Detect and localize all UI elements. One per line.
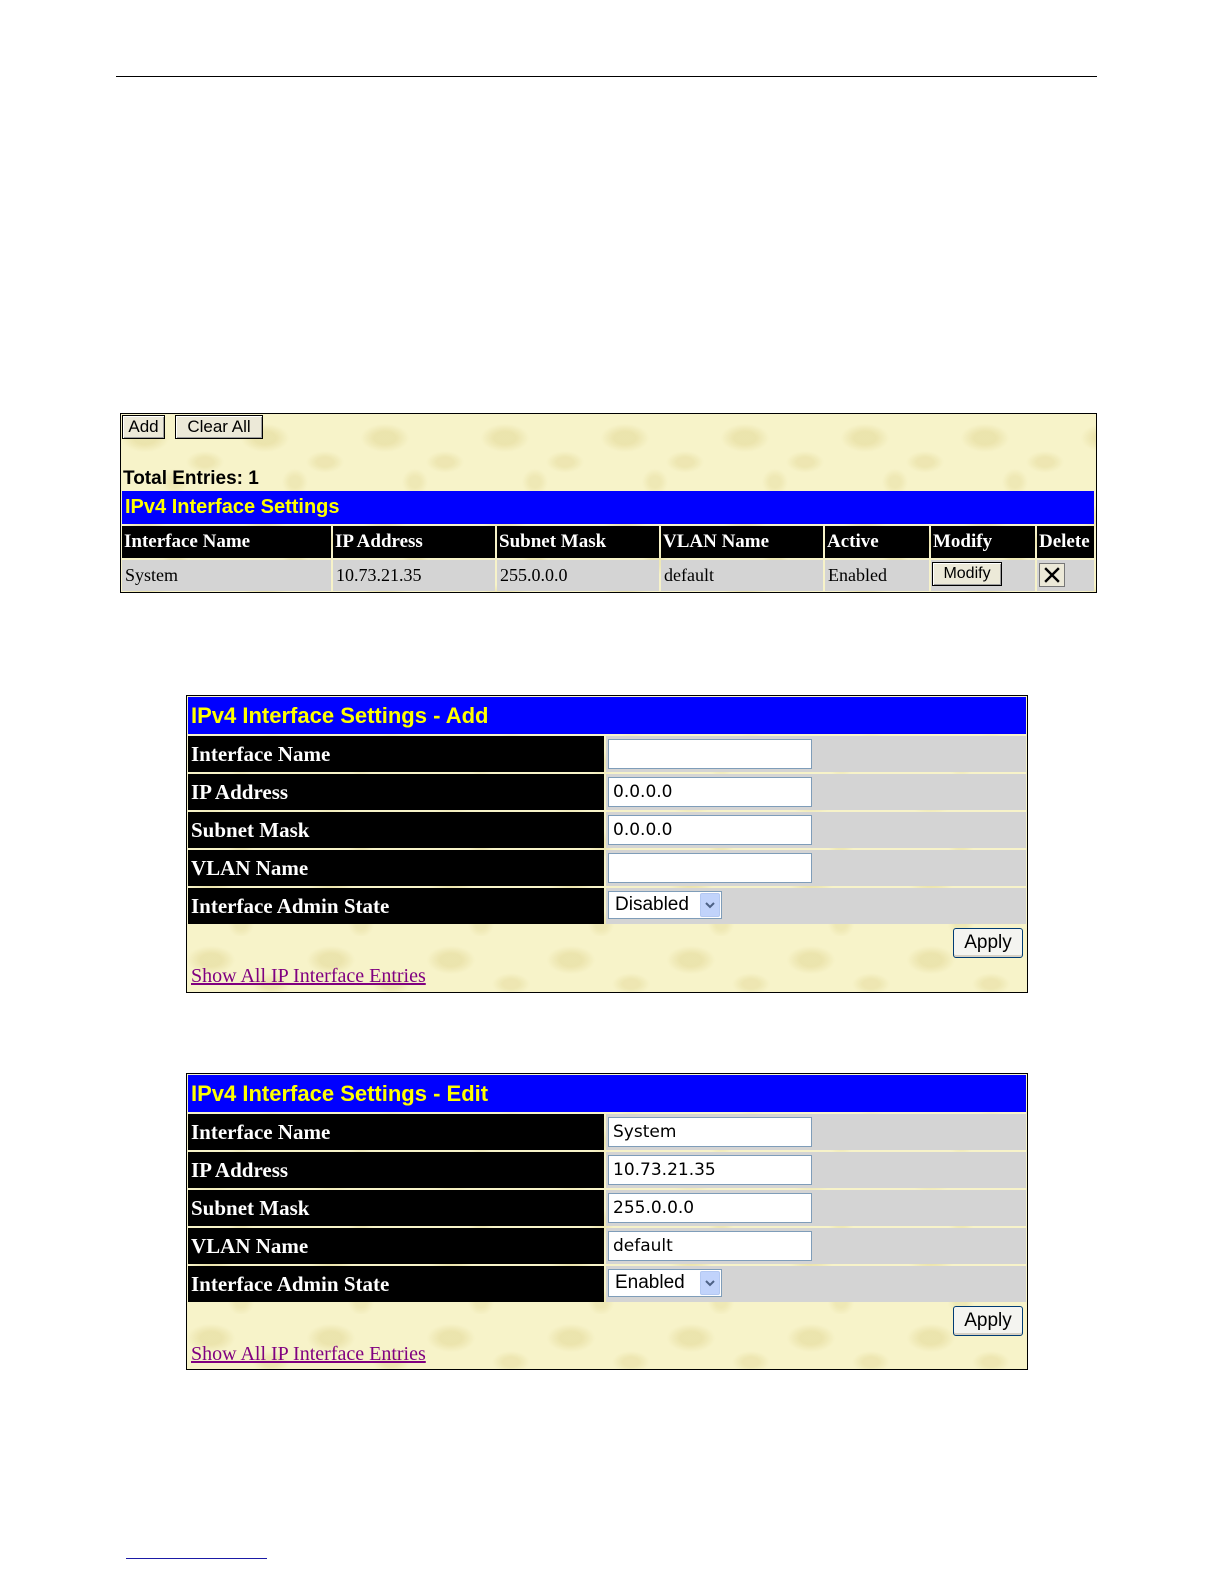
- add-admin-state-select[interactable]: [608, 891, 722, 919]
- edit-label-ip-address: IP Address: [188, 1152, 604, 1188]
- col-header-active: Active: [825, 526, 929, 558]
- cell-vlan-name: default: [661, 560, 823, 591]
- total-entries: Total Entries: 1: [123, 468, 259, 489]
- edit-label-subnet-mask: Subnet Mask: [188, 1190, 604, 1226]
- add-label-interface-name: Interface Name: [188, 736, 604, 772]
- cell-subnet-mask: 255.0.0.0: [497, 560, 659, 591]
- add-label-admin-state: Interface Admin State: [188, 888, 604, 924]
- add-label-subnet-mask: Subnet Mask: [188, 812, 604, 848]
- interface-list-panel: [120, 413, 1097, 593]
- chevron-down-icon[interactable]: [700, 1271, 720, 1295]
- chevron-down-icon[interactable]: [700, 893, 720, 917]
- edit-label-admin-state: Interface Admin State: [188, 1266, 604, 1302]
- add-label-ip-address: IP Address: [188, 774, 604, 810]
- edit-label-interface-name: Interface Name: [188, 1114, 604, 1150]
- col-header-modify: Modify: [931, 526, 1035, 558]
- clear-all-button[interactable]: Clear All: [175, 415, 263, 439]
- edit-vlan-name-input[interactable]: [608, 1231, 812, 1261]
- add-button[interactable]: Add: [122, 415, 165, 439]
- col-header-interface-name: Interface Name: [122, 526, 331, 558]
- page-bottom-rule: [126, 1558, 267, 1559]
- cell-ip-address: 10.73.21.35: [333, 560, 495, 591]
- edit-apply-button[interactable]: Apply: [953, 1306, 1023, 1336]
- add-subnet-mask-input[interactable]: [608, 815, 812, 845]
- add-form-title: IPv4 Interface Settings - Add: [191, 702, 489, 728]
- edit-interface-name-input[interactable]: [608, 1117, 812, 1147]
- add-interface-name-input[interactable]: [608, 739, 812, 769]
- col-header-delete: Delete: [1037, 526, 1094, 558]
- cell-interface-name: System: [122, 560, 331, 591]
- col-header-ip-address: IP Address: [333, 526, 495, 558]
- add-label-vlan-name: VLAN Name: [188, 850, 604, 886]
- edit-form-panel: [186, 1073, 1028, 1370]
- close-x-icon: [1044, 567, 1060, 583]
- edit-admin-state-select[interactable]: [608, 1269, 722, 1297]
- col-header-subnet-mask: Subnet Mask: [497, 526, 659, 558]
- edit-show-all-entries-link[interactable]: Show All IP Interface Entries: [191, 1343, 426, 1365]
- add-ip-address-input[interactable]: [608, 777, 812, 807]
- add-admin-state-value: Disabled: [615, 894, 689, 915]
- edit-form-title: IPv4 Interface Settings - Edit: [191, 1080, 489, 1106]
- edit-subnet-mask-input[interactable]: [608, 1193, 812, 1223]
- edit-admin-state-value: Enabled: [615, 1272, 685, 1293]
- add-form-title-bar: [188, 697, 1026, 734]
- edit-form-title-bar: [188, 1075, 1026, 1112]
- modify-button[interactable]: Modify: [932, 562, 1002, 586]
- add-show-all-entries-link[interactable]: Show All IP Interface Entries: [191, 965, 426, 987]
- col-header-vlan-name: VLAN Name: [661, 526, 823, 558]
- list-title: IPv4 Interface Settings: [125, 496, 340, 518]
- cell-active: Enabled: [825, 560, 929, 591]
- add-vlan-name-input[interactable]: [608, 853, 812, 883]
- edit-ip-address-input[interactable]: [608, 1155, 812, 1185]
- delete-button[interactable]: [1039, 563, 1065, 587]
- edit-label-vlan-name: VLAN Name: [188, 1228, 604, 1264]
- list-title-bar: [122, 491, 1094, 524]
- page-top-rule: [116, 76, 1097, 77]
- add-form-panel: [186, 695, 1028, 993]
- add-apply-button[interactable]: Apply: [953, 928, 1023, 958]
